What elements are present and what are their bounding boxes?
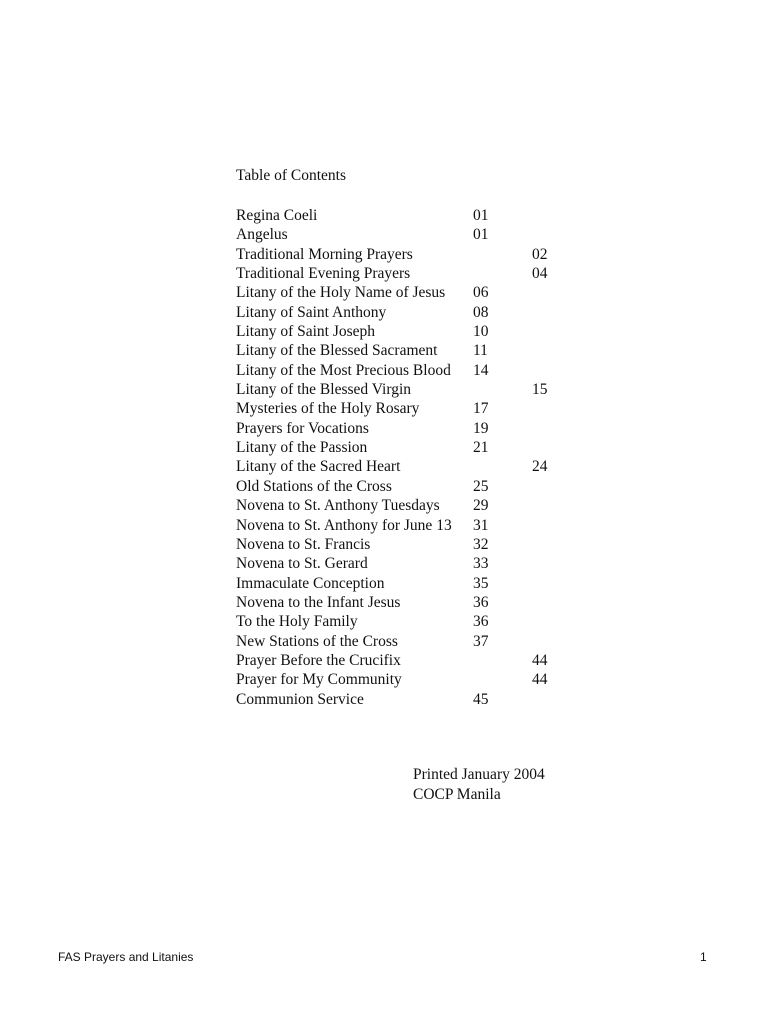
toc-entry-page-number: 02 [532,245,548,263]
toc-title: Table of Contents [236,167,346,184]
toc-entry-label: Litany of the Blessed Virgin [236,381,412,399]
toc-entry-page-number: 24 [532,458,548,476]
toc-entry-label: Old Stations of the Cross [236,477,392,495]
toc-entry-page-number: 11 [473,342,488,360]
toc-entry-page-number: 44 [532,671,548,689]
toc-entry-page-number: 15 [532,381,548,399]
toc-entry-page-number: 29 [473,497,489,515]
toc-entry-label: Prayer Before the Crucifix [236,651,401,669]
toc-entry-label: Litany of Saint Anthony [236,303,387,321]
toc-entry-label: Immaculate Conception [236,574,385,592]
toc-entry-page-number: 01 [473,226,489,244]
toc-entry-label: Regina Coeli [236,207,318,224]
toc-entry-label: Novena to St. Gerard [236,555,368,573]
toc-entry-page-number: 04 [532,265,548,283]
toc-entry-label: Traditional Evening Prayers [236,265,411,283]
footer-page-number: 1 [700,950,707,964]
toc-entry-label: Litany of Saint Joseph [236,323,376,341]
toc-entry-page-number: 44 [532,651,548,669]
toc-entry-label: Litany of the Holy Name of Jesus [236,284,446,302]
toc-entry-label: Litany of the Blessed Sacrament [236,342,438,360]
imprint-date: Printed January 2004 [413,766,545,783]
toc-entry-label: Communion Service [236,690,364,708]
toc-entry-label: Litany of the Sacred Heart [236,458,401,476]
toc-entry-label: Novena to the Infant Jesus [236,593,401,611]
toc-entry-label: Prayers for Vocations [236,419,369,437]
imprint-publisher: COCP Manila [413,786,501,803]
toc-entry-page-number: 01 [473,207,489,224]
toc-entry-page-number: 45 [473,690,489,708]
toc-entry-label: New Stations of the Cross [236,632,398,650]
imprint [413,765,545,805]
toc-entry-page-number: 33 [473,555,489,573]
toc-entry-label: Mysteries of the Holy Rosary [236,400,420,418]
toc-entry-label: Traditional Morning Prayers [236,245,413,263]
toc-entry-page-number: 19 [473,419,489,437]
toc-entry-label: Novena to St. Anthony Tuesdays [236,497,440,515]
toc-entry-page-number: 10 [473,323,489,341]
toc-entry-page-number: 31 [473,516,489,534]
toc-entry-page-number: 06 [473,284,489,302]
toc-entry-label: Novena to St. Francis [236,535,371,553]
toc-entry-page-number: 36 [473,613,489,631]
toc-entry-label: Novena to St. Anthony for June 13 [236,516,452,534]
toc-entry-label: Litany of the Passion [236,439,368,457]
toc-entry-page-number: 32 [473,535,489,553]
toc-entry-page-number: 14 [473,361,489,379]
toc-entry-page-number: 36 [473,593,489,611]
footer-title: FAS Prayers and Litanies [58,950,194,964]
toc-entry-label: Litany of the Most Precious Blood [236,361,451,379]
toc-entry-page-number: 37 [473,632,489,650]
toc-entry-page-number: 35 [473,574,489,592]
toc-entry-page-number: 08 [473,303,489,321]
toc-entry-label: To the Holy Family [236,613,358,631]
toc-entry-label: Prayer for My Community [236,671,402,689]
toc-entry-label: Angelus [236,226,288,244]
toc-entry-page-number: 17 [473,400,489,418]
toc-entry-page-number: 21 [473,439,489,457]
toc-entry-page-number: 25 [473,477,489,495]
